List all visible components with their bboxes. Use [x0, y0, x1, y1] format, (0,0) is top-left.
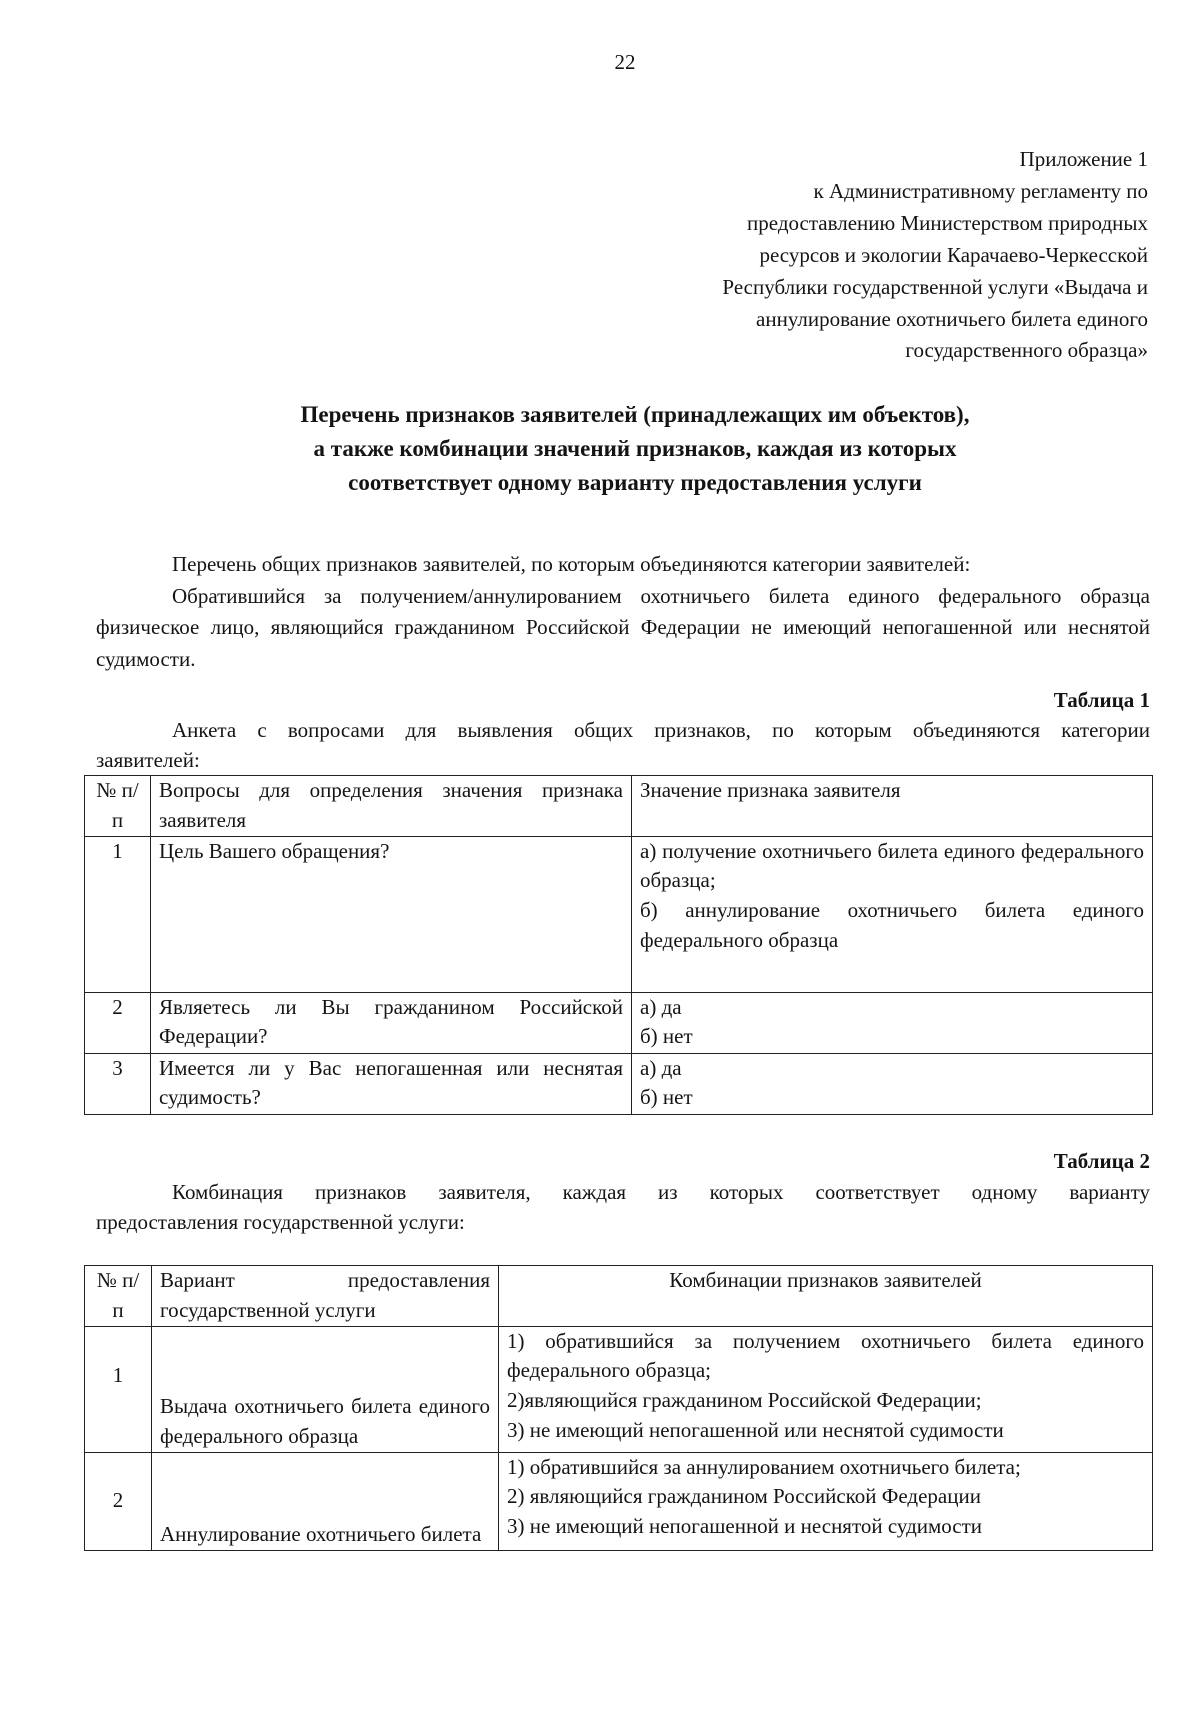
combination-item: 1) обратившийся за получением охотничьего билета единого федерального образца;: [507, 1328, 1144, 1383]
table2-row-items: [499, 1452, 1153, 1550]
table1-header-row: [85, 776, 1153, 837]
intro-paragraph: [96, 549, 1150, 675]
table2-caption-line: предоставления государственной услуги:: [96, 1209, 465, 1234]
table1-row-num: 1: [85, 836, 151, 992]
combination-item: 3) не имеющий непогашенной и неснятой судимости: [507, 1514, 983, 1539]
table2-header-variant: Вариант предоставления государственной услуги: [152, 1266, 499, 1327]
document-title: [200, 398, 1070, 500]
page-number: 22: [614, 50, 636, 74]
answer-item: а) получение охотничьего билета единого федерального образца;: [640, 838, 1144, 893]
table-row: [85, 1326, 1153, 1452]
combination-item: 1) обратившийся за аннулированием охотничьего билета;: [507, 1454, 1021, 1479]
answer-item: а) да: [640, 994, 682, 1019]
table-row: [85, 992, 1153, 1053]
combination-item: 3) не имеющий непогашенной или неснятой судимости: [507, 1418, 1004, 1443]
table1-row-answers: [632, 836, 1153, 992]
appendix-line: Республики государственной услуги «Выдача и: [722, 274, 1148, 299]
combination-item: 2)являющийся гражданином Российской Федерации;: [507, 1388, 982, 1413]
table1-header-value: Значение признака заявителя: [632, 776, 1153, 837]
title-line: соответствует одному варианту предоставления услуги: [348, 470, 922, 496]
table2-header-row: [85, 1266, 1153, 1327]
appendix-line: предоставлению Министерством природных: [747, 210, 1148, 235]
appendix-line: ресурсов и экологии Карачаево-Черкесской: [759, 242, 1148, 267]
appendix-line: аннулирование охотничьего билета единого: [756, 306, 1148, 331]
intro-line-1: Перечень общих признаков заявителей, по которым объединяются категории заявителей:: [172, 552, 971, 576]
answer-item: б) нет: [640, 1085, 693, 1110]
table2-caption: [96, 1178, 1150, 1238]
table2-row-num: 2: [85, 1452, 152, 1550]
title-line: а также комбинации значений признаков, каждая из которых: [313, 436, 957, 462]
table1-caption-line: Анкета с вопросами для выявления общих признаков, по которым объединяются категории: [172, 718, 1150, 742]
table1-caption-line: заявителей:: [96, 747, 200, 772]
table2-row-variant: Выдача охотничьего билета единого федерального образца: [152, 1326, 499, 1452]
table1-header-num: № п/п: [85, 776, 151, 837]
appendix-line: государственного образца»: [905, 338, 1148, 363]
table2: [84, 1265, 1153, 1551]
table2-header-combination: Комбинации признаков заявителей: [499, 1266, 1153, 1327]
table2-row-num: 1: [85, 1326, 152, 1452]
answer-item: б) аннулирование охотничьего билета единого федерального образца: [640, 898, 1144, 953]
answer-item: б) нет: [640, 1024, 693, 1049]
appendix-line: к Административному регламенту по: [813, 178, 1148, 203]
table2-label: Таблица 2: [1053, 1149, 1150, 1173]
appendix-line: Приложение 1: [1019, 147, 1148, 171]
table2-row-variant: Аннулирование охотничьего билета: [152, 1452, 499, 1550]
table-row: [85, 1053, 1153, 1114]
answer-item: а) да: [640, 1055, 682, 1080]
table1-label: Таблица 1: [1053, 688, 1150, 712]
title-line: Перечень признаков заявителей (принадлежащих им объектов),: [300, 402, 970, 427]
table1-row-num: 2: [85, 992, 151, 1053]
table2-caption-line: Комбинация признаков заявителя, каждая из которых соответствует одному варианту: [172, 1180, 1150, 1204]
table2-row-items: [499, 1326, 1153, 1452]
intro-line-2: Обратившийся за получением/аннулированием охотничьего билета единого федерального образца физическое лицо, являющийся гражданином Российской Федерации не имеющий непогашенной или неснятой судимости.: [96, 583, 1150, 671]
table-row: [85, 1452, 1153, 1550]
table1-row-question: Цель Вашего обращения?: [151, 836, 632, 992]
table1-header-question: Вопросы для определения значения признака заявителя: [151, 776, 632, 837]
table1-row-question: Имеется ли у Вас непогашенная или неснятая судимость?: [151, 1053, 632, 1114]
appendix-header: [588, 144, 1148, 367]
combination-item: 2) являющийся гражданином Российской Федерации: [507, 1484, 981, 1509]
table2-header-num: № п/п: [85, 1266, 152, 1327]
table-row: [85, 836, 1153, 992]
table1-row-num: 3: [85, 1053, 151, 1114]
table1-caption: [96, 716, 1150, 776]
table1-row-question: Являетесь ли Вы гражданином Российской Федерации?: [151, 992, 632, 1053]
table1-row-answers: [632, 1053, 1153, 1114]
table1-row-answers: [632, 992, 1153, 1053]
table1: [84, 775, 1153, 1115]
